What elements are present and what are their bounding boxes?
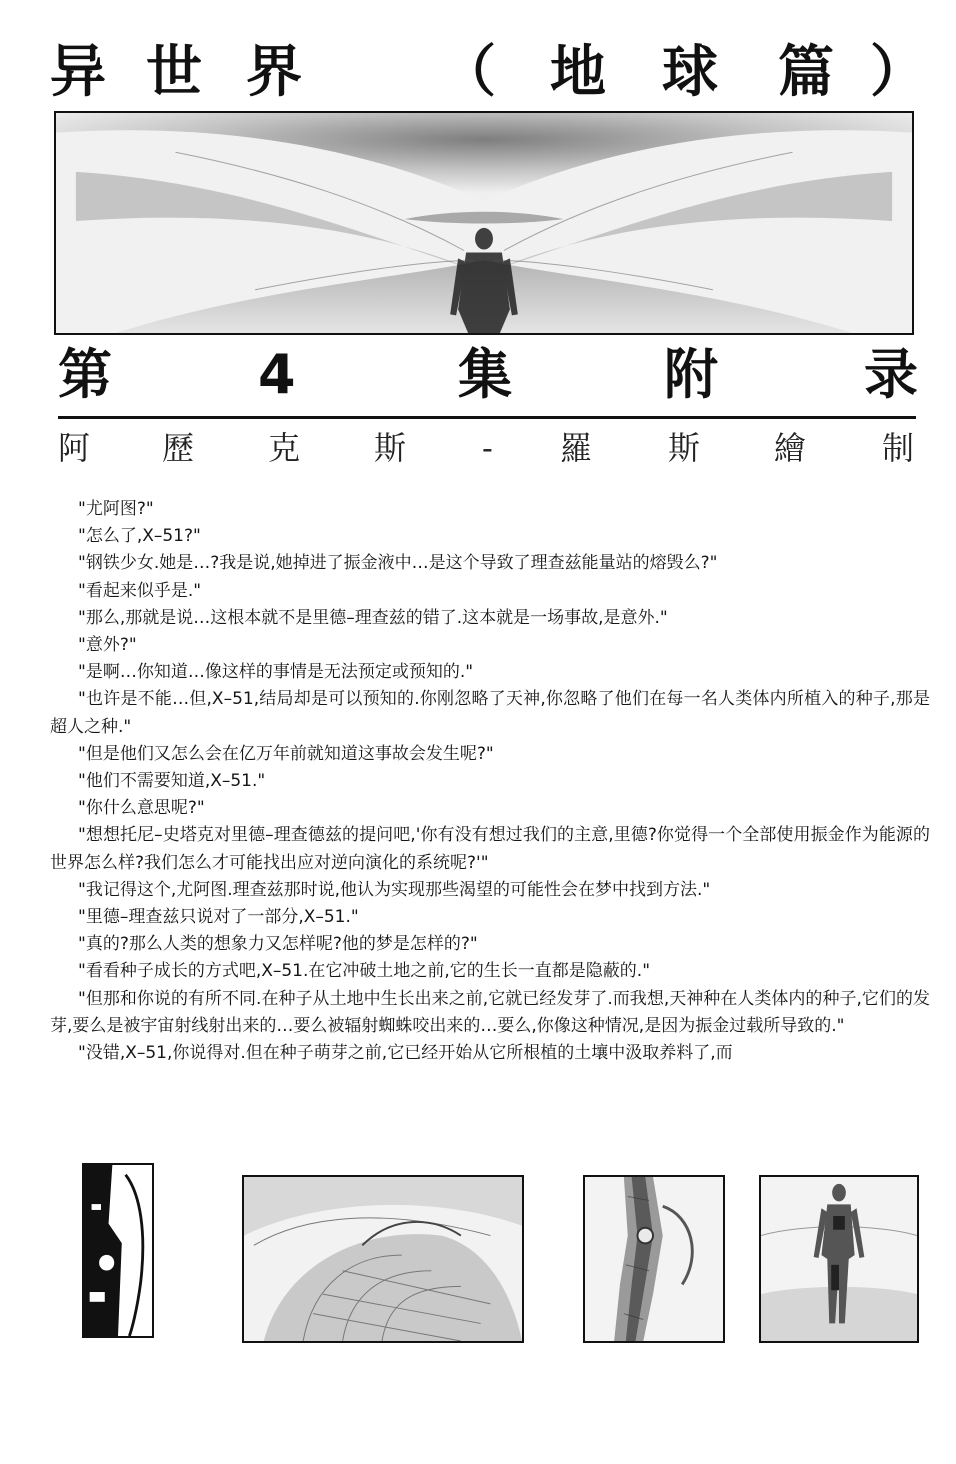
title-char: （ bbox=[440, 40, 496, 105]
chapter-char: 第 bbox=[58, 343, 112, 406]
paragraph: "我记得这个,尤阿图.理查兹那时说,他认为实现那些渴望的可能性会在梦中找到方法." bbox=[78, 879, 711, 900]
paragraph: "没错,X–51,你说得对.但在种子萌芽之前,它已经开始从它所根植的土壤中汲取养料了,而 bbox=[78, 1043, 733, 1064]
paragraph: "钢铁少女.她是…?我是说,她掉进了振金液中…是这个导致了理查兹能量站的熔毁么?" bbox=[78, 553, 718, 574]
panel-cyborg-arm bbox=[583, 1175, 725, 1343]
credit-char: 制 bbox=[882, 429, 915, 467]
paragraph: "是啊…你知道…像这样的事情是无法预定或预知的." bbox=[78, 662, 474, 683]
cover-illustration bbox=[54, 111, 914, 335]
title-char: 地 bbox=[550, 40, 606, 105]
cosmic-figure-illustration bbox=[56, 113, 912, 333]
paragraph: "看起来似乎是." bbox=[78, 580, 202, 601]
paragraph: "看看种子成长的方式吧,X–51.在它冲破土地之前,它的生长一直都是隐蔽的." bbox=[78, 961, 651, 982]
chapter-char: 附 bbox=[664, 343, 718, 406]
credit-char: - bbox=[482, 429, 493, 467]
chapter-heading bbox=[58, 340, 918, 410]
dialogue-text bbox=[50, 496, 930, 1067]
paragraph: "但是他们又怎么会在亿万年前就知道这事故会发生呢?" bbox=[78, 743, 494, 764]
cyborg-arm-illustration bbox=[585, 1177, 723, 1341]
standing-figure-illustration bbox=[761, 1177, 917, 1341]
paragraph: "但那和你说的有所不同.在种子从土地中生长出来之前,它就已经发芽了.而我想,天神种在人类体内的种子,它们的发芽,要么是被宇宙射线射出来的…要么被辐射蜘蛛咬出来的…要么,你像这种情况,是因为振金过载所导致的." bbox=[50, 988, 930, 1036]
panel-dome bbox=[242, 1175, 524, 1343]
heading-divider bbox=[58, 416, 916, 419]
title-char: 界 bbox=[246, 40, 302, 105]
paragraph: "真的?那么人类的想象力又怎样呢?他的梦是怎样的?" bbox=[78, 934, 478, 955]
paragraph: "怎么了,X–51?" bbox=[78, 526, 201, 547]
paragraph: "想想托尼–史塔克对里德–理查德兹的提问吧,'你有没有想过我们的主意,里德?你觉得一个全部使用振金作为能源的世界怎么样?我们怎么才可能找出应对逆向演化的系统呢?'" bbox=[50, 825, 930, 873]
title-char: 球 bbox=[662, 40, 718, 105]
credit-char: 阿 bbox=[58, 429, 91, 467]
credit-char: 斯 bbox=[668, 429, 701, 467]
dome-illustration bbox=[244, 1177, 522, 1341]
credit-char: 羅 bbox=[560, 429, 593, 467]
credit-char: 繪 bbox=[774, 429, 807, 467]
artist-credit bbox=[58, 426, 918, 470]
paragraph: "也许是不能…但,X–51,结局却是可以预知的.你刚忽略了天神,你忽略了他们在每一名人类体内所植入的种子,那是超人之种." bbox=[50, 689, 930, 737]
machinery-illustration bbox=[84, 1165, 152, 1336]
chapter-char: 集 bbox=[458, 343, 512, 406]
paragraph: "你什么意思呢?" bbox=[78, 798, 205, 819]
title-char: 篇 bbox=[778, 40, 834, 105]
panel-machinery bbox=[82, 1163, 154, 1338]
panel-standing-figure bbox=[759, 1175, 919, 1343]
title-char: 世 bbox=[146, 40, 202, 105]
title-char: ） bbox=[870, 40, 926, 105]
chapter-char: 录 bbox=[864, 343, 918, 406]
paragraph: "尤阿图?" bbox=[78, 499, 154, 519]
page-title bbox=[50, 38, 926, 108]
title-char: 异 bbox=[50, 40, 106, 105]
paragraph: "他们不需要知道,X–51." bbox=[78, 771, 266, 792]
chapter-char: 4 bbox=[258, 343, 296, 406]
paragraph: "意外?" bbox=[78, 635, 137, 656]
credit-char: 斯 bbox=[374, 429, 407, 467]
credit-char: 克 bbox=[268, 429, 301, 467]
paragraph: "里德–理查兹只说对了一部分,X–51." bbox=[78, 907, 359, 928]
credit-char: 歷 bbox=[162, 429, 195, 467]
paragraph: "那么,那就是说…这根本就不是里德–理查兹的错了.这本就是一场事故,是意外." bbox=[78, 607, 668, 628]
